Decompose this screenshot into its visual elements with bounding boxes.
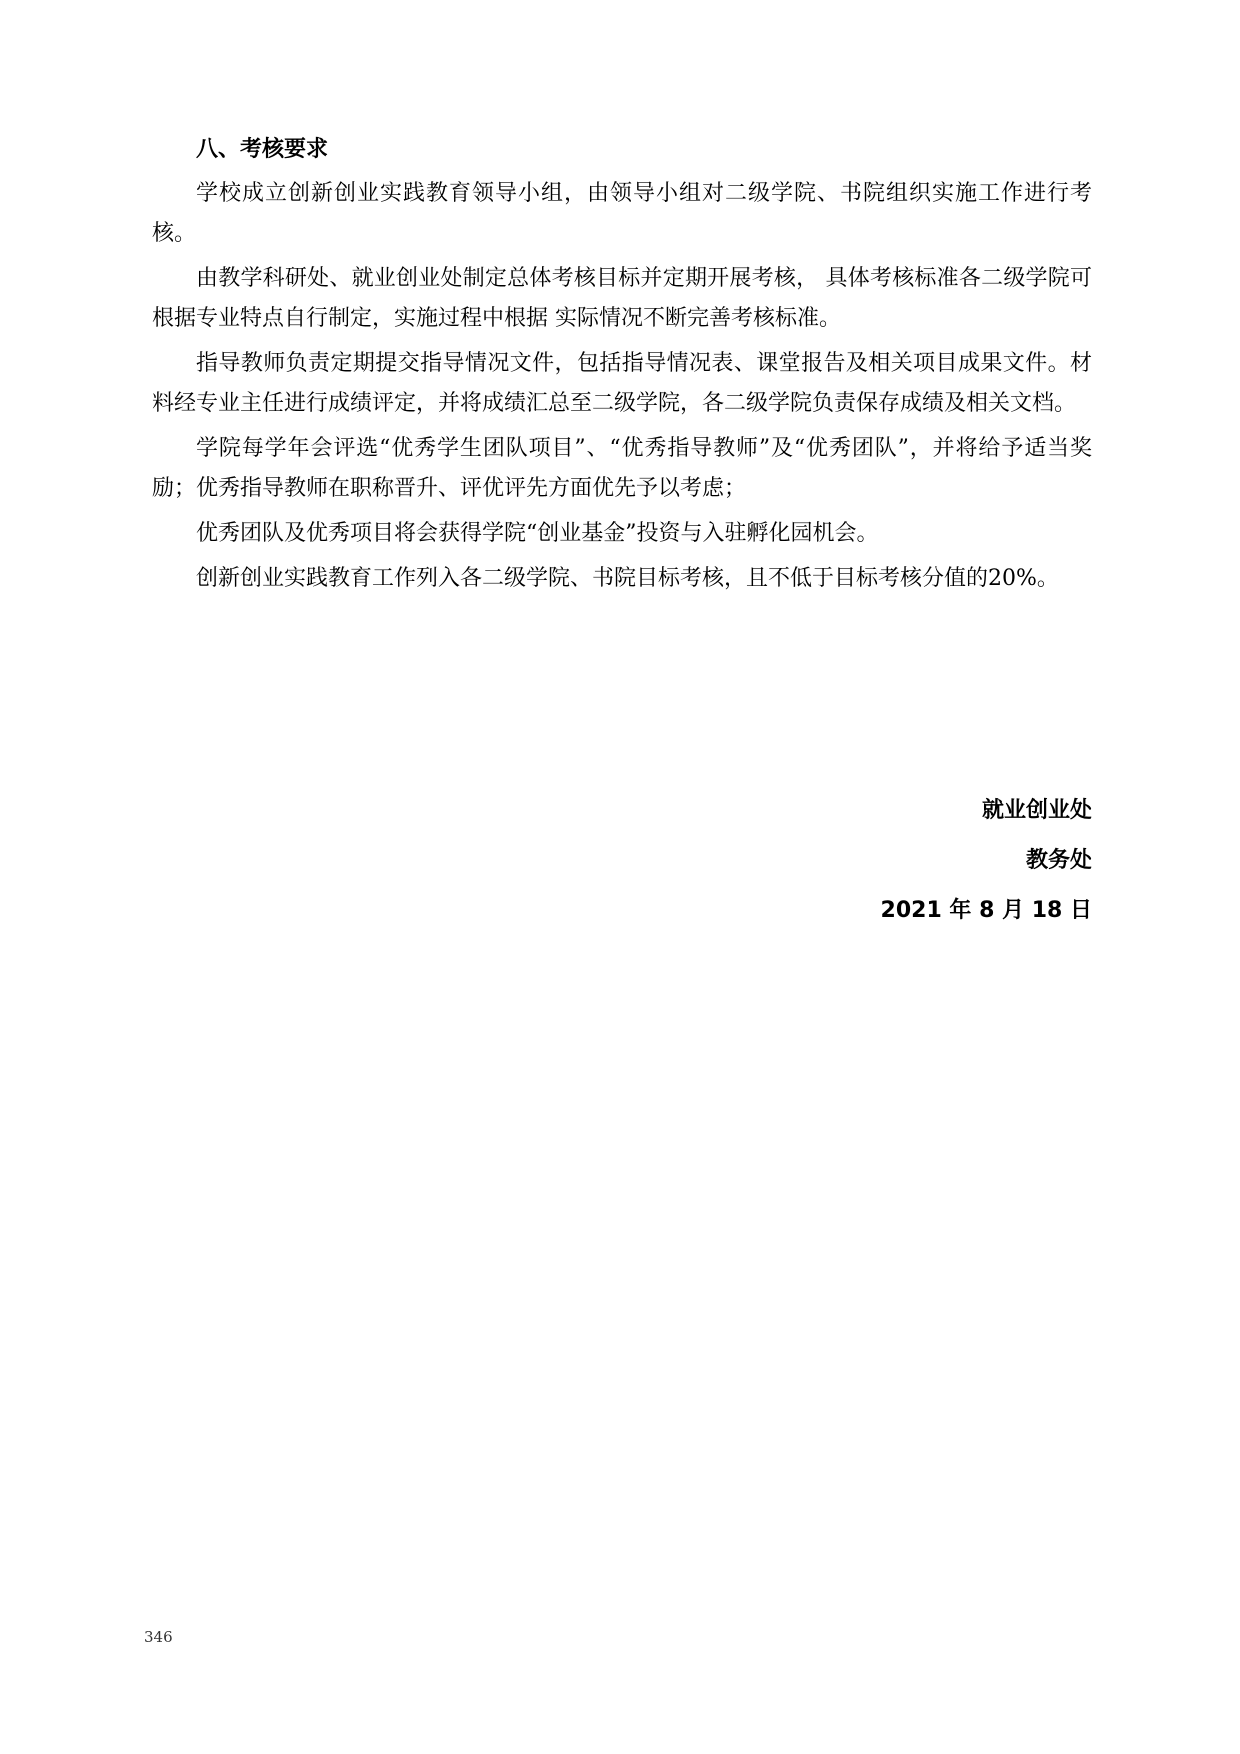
paragraph-awards: 学院每学年会评选“优秀学生团队项目”、“优秀指导教师”及“优秀团队”，并将给予适当奖励；优秀指导教师在职称晋升、评优评先方面优先予以考虑； xyxy=(152,436,1092,501)
document-body xyxy=(152,130,1092,604)
signature-office-academic: 教务处 xyxy=(1025,848,1092,873)
paragraph-teacher-reports: 指导教师负责定期提交指导情况文件，包括指导情况表、课堂报告及相关项目成果文件。材料经专业主任进行成绩评定，并将成绩汇总至二级学院，各二级学院负责保存成绩及相关文档。 xyxy=(152,351,1092,416)
section-heading: 八、考核要求 xyxy=(196,137,329,162)
page-number: 346 xyxy=(144,1628,173,1646)
signature-block xyxy=(881,786,1092,936)
paragraph-assessment-targets: 由教学科研处、就业创业处制定总体考核目标并定期开展考核， 具体考核标准各二级学院可根据专业特点自行制定，实施过程中根据 实际情况不断完善考核标准。 xyxy=(152,266,1092,331)
paragraph-target-weight: 创新创业实践教育工作列入各二级学院、书院目标考核，且不低于目标考核分值的20%。 xyxy=(196,566,1059,591)
signature-office-employment: 就业创业处 xyxy=(981,798,1092,823)
signature-date: 2021 年 8 月 18 日 xyxy=(880,898,1092,923)
paragraph-startup-fund: 优秀团队及优秀项目将会获得学院“创业基金”投资与入驻孵化园机会。 xyxy=(196,521,879,546)
paragraph-leadership-group: 学校成立创新创业实践教育领导小组，由领导小组对二级学院、书院组织实施工作进行考核。 xyxy=(152,181,1092,246)
